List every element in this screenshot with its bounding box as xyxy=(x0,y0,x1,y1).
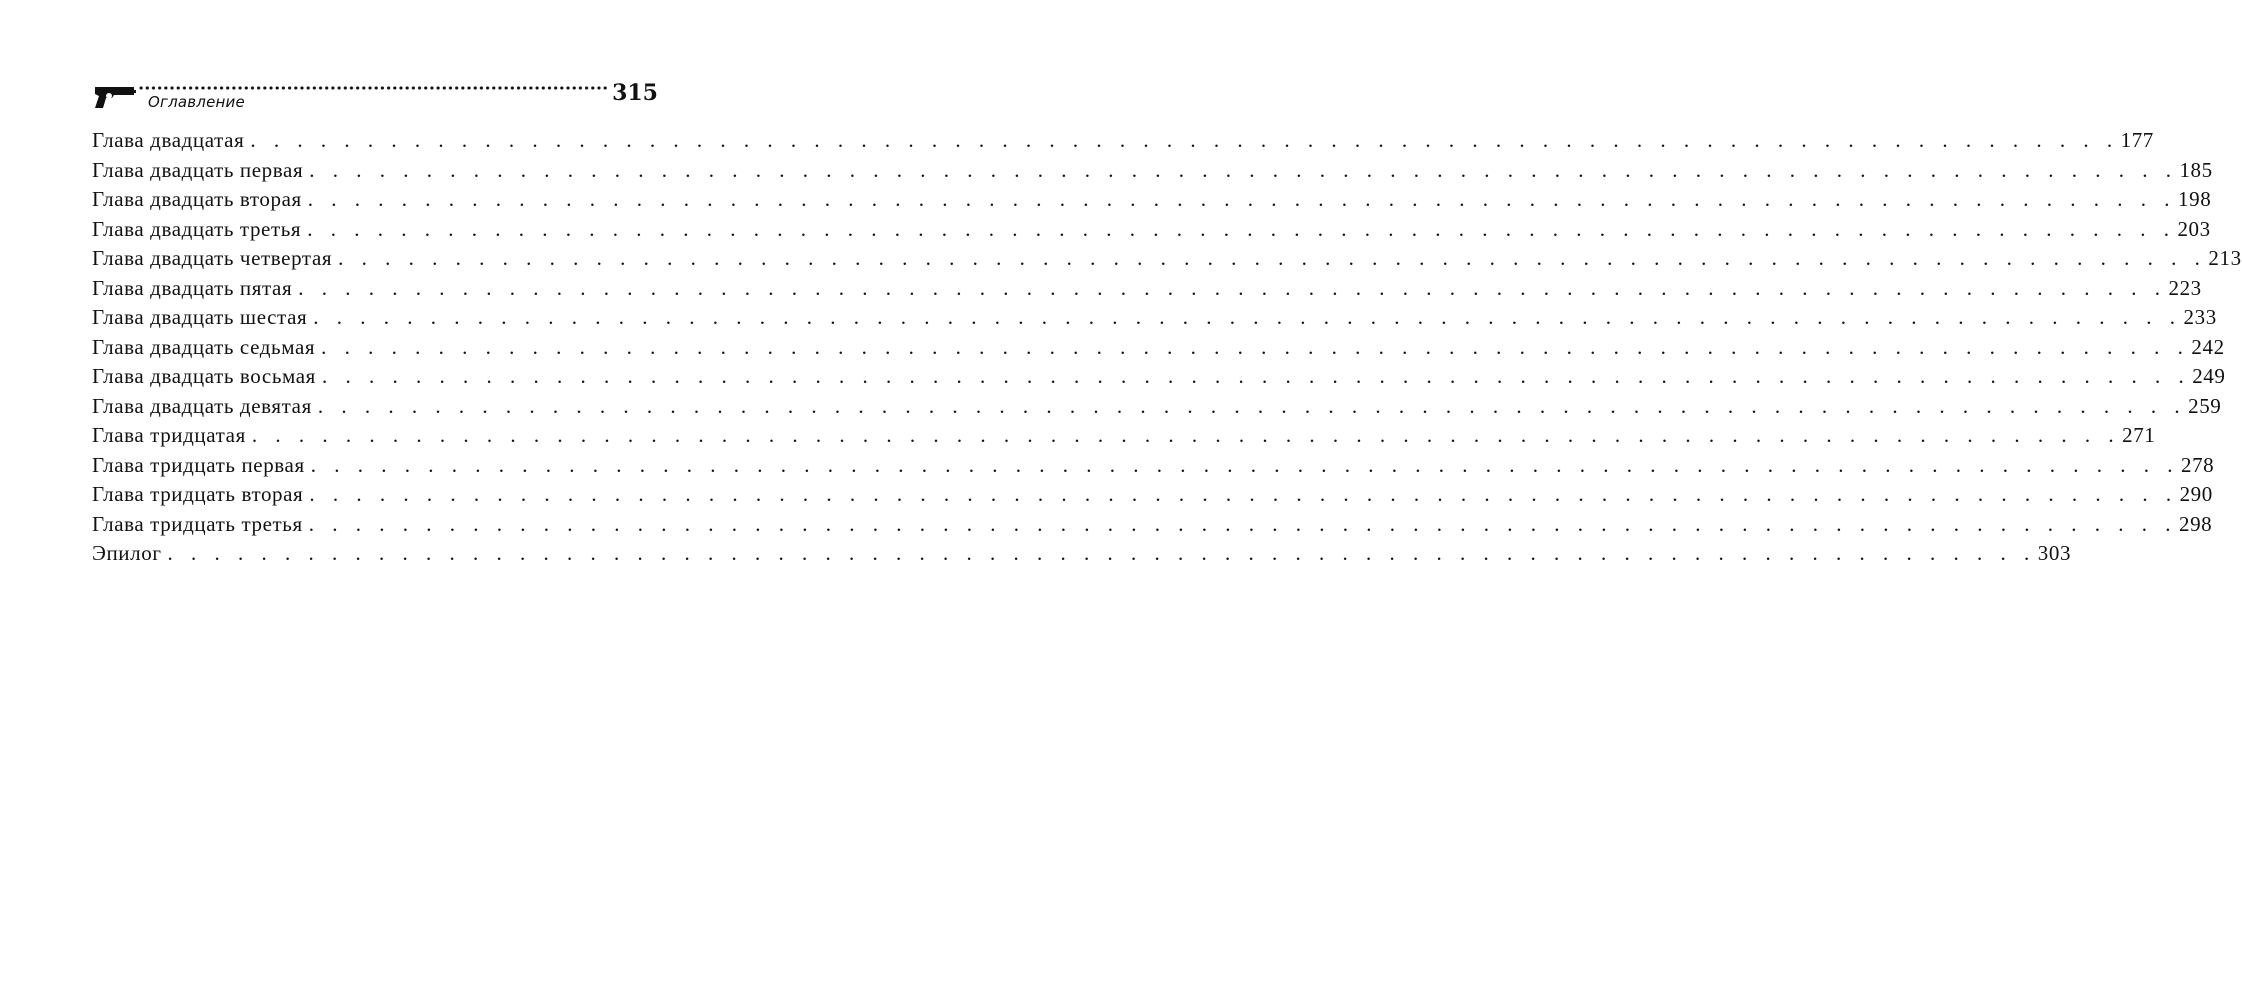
toc-entry xyxy=(92,511,2213,542)
toc-entry xyxy=(92,482,2213,512)
toc-entry-title: Глава тридцатая xyxy=(92,423,246,447)
toc-entry-page: 290 xyxy=(2179,482,2213,506)
toc-dot-leader: . . . . . . . . . . . . . . . . . . . . . . . . . . . . . . . . . . . . . . . . . . . . . . . . . . . . . . . . . . . . . . . . . . . . . . . . . . . . . . . . xyxy=(317,393,2187,418)
header-dotted-rule xyxy=(138,86,608,90)
toc-entry xyxy=(92,128,2154,158)
toc-dot-leader: . . . . . . . . . . . . . . . . . . . . . . . . . . . . . . . . . . . . . . . . . . . . . . . . . . . . . . . . . . . . . . . . . . . . . . . . . . . . . . . . xyxy=(338,246,2207,270)
toc-entry-title: Глава тридцать третья xyxy=(92,511,303,536)
toc-entry-title: Глава двадцатая xyxy=(92,128,245,152)
toc-dot-leader: . . . . . . . . . . . . . . . . . . . . . . . . . . . . . . . . . . . . . . . . . . . . . . . . . . . . . . . . . . . . . . . . . . . . . . . . . . . . . . . . xyxy=(309,157,2178,182)
toc-entry-title: Глава тридцать вторая xyxy=(92,482,304,506)
toc-entry-page: 203 xyxy=(2177,216,2211,241)
toc-dot-leader: . . . . . . . . . . . . . . . . . . . . . . . . . . . . . . . . . . . . . . . . . . . . . . . . . . . . . . . . . . . . . . . . . . . . . . . . . . . . . . . . xyxy=(310,452,2179,477)
toc-entry-title: Глава двадцать девятая xyxy=(92,393,312,418)
toc-dot-leader: . . . . . . . . . . . . . . . . . . . . . . . . . . . . . . . . . . . . . . . . . . . . . . . . . . . . . . . . . . . . . . . . . . . . . . . . . . . . . . . . xyxy=(321,334,2190,359)
revolver-icon xyxy=(92,84,138,110)
toc-dot-leader: . . . . . . . . . . . . . . . . . . . . . . . . . . . . . . . . . . . . . . . . . . . . . . . . . . . . . . . . . . . . . . . . . . . . . . . . . . . . . . . . xyxy=(321,364,2191,388)
toc-entry-page: 278 xyxy=(2180,452,2215,477)
toc-entry xyxy=(92,364,2226,394)
toc-entry-page: 185 xyxy=(2179,157,2213,182)
toc-entry xyxy=(92,305,2217,335)
toc-entry xyxy=(92,452,2215,483)
toc-entry xyxy=(92,187,2212,217)
toc-entry-page: 198 xyxy=(2178,187,2212,211)
toc-entry xyxy=(92,216,2211,247)
toc-entry-page: 177 xyxy=(2120,128,2154,152)
toc-entry-page: 271 xyxy=(2122,423,2156,447)
toc-entry-page: 298 xyxy=(2178,511,2213,536)
toc-entry-title: Глава двадцать первая xyxy=(92,157,304,182)
toc-entry-page: 223 xyxy=(2168,275,2202,300)
toc-entry xyxy=(92,393,2222,424)
table-of-contents xyxy=(92,128,2242,571)
toc-entry-title: Глава двадцать вторая xyxy=(92,187,302,211)
toc-entry-title: Эпилог xyxy=(92,541,162,565)
running-header xyxy=(92,78,658,124)
page-number: 315 xyxy=(612,80,658,106)
toc-entry-title: Глава двадцать седьмая xyxy=(92,334,316,359)
toc-dot-leader: . . . . . . . . . . . . . . . . . . . . . . . . . . . . . . . . . . . . . . . . . . . . . . . . . . . . . . . . . . . . . . . . . . . . . . . . . . . . . . . . xyxy=(313,305,2182,329)
toc-entry-page: 242 xyxy=(2191,334,2225,359)
toc-dot-leader: . . . . . . . . . . . . . . . . . . . . . . . . . . . . . . . . . . . . . . . . . . . . . . . . . . . . . . . . . . . . . . . . . . . . . . . . . . . . . . . . xyxy=(250,128,2119,152)
toc-dot-leader: . . . . . . . . . . . . . . . . . . . . . . . . . . . . . . . . . . . . . . . . . . . . . . . . . . . . . . . . . . . . . . . . . . . . . . . . . . . . . . . . xyxy=(167,541,2036,565)
toc-dot-leader: . . . . . . . . . . . . . . . . . . . . . . . . . . . . . . . . . . . . . . . . . . . . . . . . . . . . . . . . . . . . . . . . . . . . . . . . . . . . . . . . xyxy=(251,423,2121,447)
book-page xyxy=(92,78,2242,571)
toc-entry xyxy=(92,246,2242,276)
toc-entry-title: Глава двадцать пятая xyxy=(92,275,293,300)
toc-entry-title: Глава двадцать шестая xyxy=(92,305,308,329)
toc-entry-title: Глава двадцать восьмая xyxy=(92,364,316,388)
toc-entry xyxy=(92,423,2156,453)
toc-entry xyxy=(92,157,2213,188)
toc-dot-leader: . . . . . . . . . . . . . . . . . . . . . . . . . . . . . . . . . . . . . . . . . . . . . . . . . . . . . . . . . . . . . . . . . . . . . . . . . . . . . . . . xyxy=(298,275,2167,300)
toc-entry-page: 213 xyxy=(2208,246,2242,270)
toc-entry-page: 303 xyxy=(2037,541,2072,565)
running-header-title: Оглавление xyxy=(148,93,245,111)
toc-dot-leader: . . . . . . . . . . . . . . . . . . . . . . . . . . . . . . . . . . . . . . . . . . . . . . . . . . . . . . . . . . . . . . . . . . . . . . . . . . . . . . . . xyxy=(309,482,2178,506)
toc-entry xyxy=(92,275,2202,306)
toc-entry-title: Глава двадцать третья xyxy=(92,216,302,241)
toc-entry-page: 259 xyxy=(2188,393,2222,418)
toc-dot-leader: . . . . . . . . . . . . . . . . . . . . . . . . . . . . . . . . . . . . . . . . . . . . . . . . . . . . . . . . . . . . . . . . . . . . . . . . . . . . . . . . xyxy=(307,216,2176,241)
toc-entry-page: 233 xyxy=(2183,305,2217,329)
toc-dot-leader: . . . . . . . . . . . . . . . . . . . . . . . . . . . . . . . . . . . . . . . . . . . . . . . . . . . . . . . . . . . . . . . . . . . . . . . . . . . . . . . . xyxy=(308,511,2177,536)
toc-entry-page: 249 xyxy=(2192,364,2226,388)
toc-entry-title: Глава тридцать первая xyxy=(92,452,305,477)
toc-entry-title: Глава двадцать четвертая xyxy=(92,246,333,270)
toc-dot-leader: . . . . . . . . . . . . . . . . . . . . . . . . . . . . . . . . . . . . . . . . . . . . . . . . . . . . . . . . . . . . . . . . . . . . . . . . . . . . . . . . xyxy=(307,187,2177,211)
toc-entry xyxy=(92,541,2072,571)
toc-entry xyxy=(92,334,2225,365)
